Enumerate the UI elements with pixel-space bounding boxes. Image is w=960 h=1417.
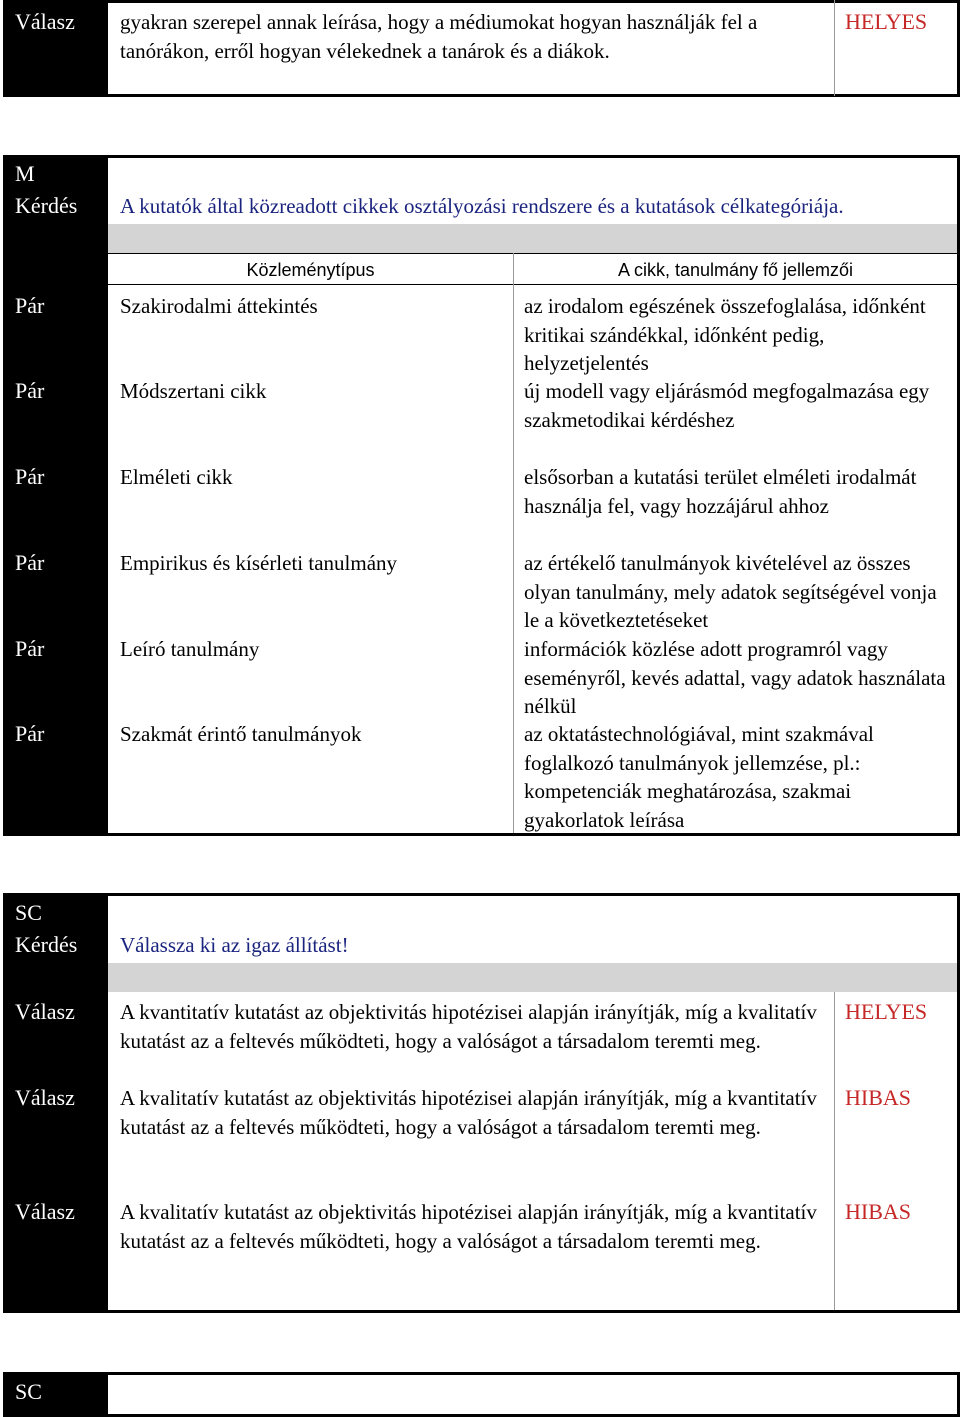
question-text: A kutatók által közreadott cikkek osztályozási rendszere és a kutatások célkategóriája.	[120, 194, 844, 218]
question-label: Kérdés	[15, 193, 78, 218]
header-right: A cikk, tanulmány fő jellemzői	[617, 260, 854, 280]
answer-status: HIBAS	[845, 1085, 912, 1110]
pair-label: Pár	[15, 464, 45, 489]
column-divider	[513, 253, 514, 833]
pair-label: Pár	[15, 378, 45, 403]
answer-status: HELYES	[845, 9, 928, 34]
pair-label: Pár	[15, 293, 45, 318]
answer-text: A kvalitatív kutatást az objektivitás hipotézisei alapján irányítják, míg a kvantitatív kutatást az a feltevés működteti, hogy a valóságot a társadalom teremti meg.	[120, 1086, 817, 1139]
pair-label: Pár	[15, 721, 45, 746]
answer-label: Válasz	[3, 0, 108, 97]
question-type-label: M	[15, 161, 35, 186]
pair-right: információk közlése adott programról vagy eseményről, kevés adattal, vagy adatok használata nélkül	[524, 637, 946, 718]
pair-label: Pár	[15, 636, 45, 661]
answer-text: A kvantitatív kutatást az objektivitás hipotézisei alapján irányítják, míg a kvalitatív kutatást az a feltevés működteti, hogy a valóságot a társadalom teremti meg.	[120, 1000, 817, 1053]
answer-status: HELYES	[845, 999, 928, 1024]
divider	[834, 0, 835, 96]
question-text: Válassza ki az igaz állítást!	[120, 933, 349, 957]
pair-right: elsősorban a kutatási terület elméleti irodalmát használja fel, vagy hozzájárul ahhoz	[524, 465, 917, 518]
pair-right: az értékelő tanulmányok kivételével az összes olyan tanulmány, mely adatok segítségével vonja le a következtetéseket	[524, 551, 937, 632]
header-underline	[108, 253, 957, 254]
answer-status: HIBAS	[845, 1199, 912, 1224]
pair-right: az oktatástechnológiával, mint szakmával foglalkozó tanulmányok jellemzése, pl.: kompetenciák meghatározása, szakmai gyakorlatok leírása	[524, 722, 874, 832]
pair-left: Leíró tanulmány	[120, 637, 260, 661]
pair-left: Szakmát érintő tanulmányok	[120, 722, 362, 746]
header-bottom-line	[108, 284, 957, 285]
answer-label: Válasz	[15, 1085, 75, 1110]
pair-left: Empirikus és kísérleti tanulmány	[120, 551, 398, 575]
grey-separator	[108, 224, 957, 253]
bottom-frame	[3, 1372, 960, 1417]
answer-label: Válasz	[15, 1199, 75, 1224]
answer-label: Válasz	[15, 999, 75, 1024]
pair-left: Szakirodalmi áttekintés	[120, 294, 318, 318]
status-divider	[834, 992, 835, 1310]
grey-separator	[108, 963, 957, 992]
pair-right: az irodalom egészének összefoglalása, időnként kritikai szándékkal, időnként pedig, helyzetjelentés	[524, 294, 926, 375]
question-type-label: SC	[3, 1372, 108, 1417]
question-label: Kérdés	[15, 932, 78, 957]
answer-text: gyakran szerepel annak leírása, hogy a médiumokat hogyan használják fel a tanórákon, erről hogyan vélekednek a tanárok és a diákok.	[120, 10, 758, 63]
answer-text: A kvalitatív kutatást az objektivitás hipotézisei alapján irányítják, míg a kvantitatív kutatást az a feltevés működteti, hogy a valóságot a társadalom teremti meg.	[120, 1200, 817, 1253]
question-type-label: SC	[15, 900, 42, 925]
pair-label: Pár	[15, 550, 45, 575]
header-left: Közleménytípus	[246, 260, 375, 280]
pair-left: Elméleti cikk	[120, 465, 233, 489]
pair-right: új modell vagy eljárásmód megfogalmazása egy szakmetodikai kérdéshez	[524, 379, 930, 432]
pair-left: Módszertani cikk	[120, 379, 267, 403]
